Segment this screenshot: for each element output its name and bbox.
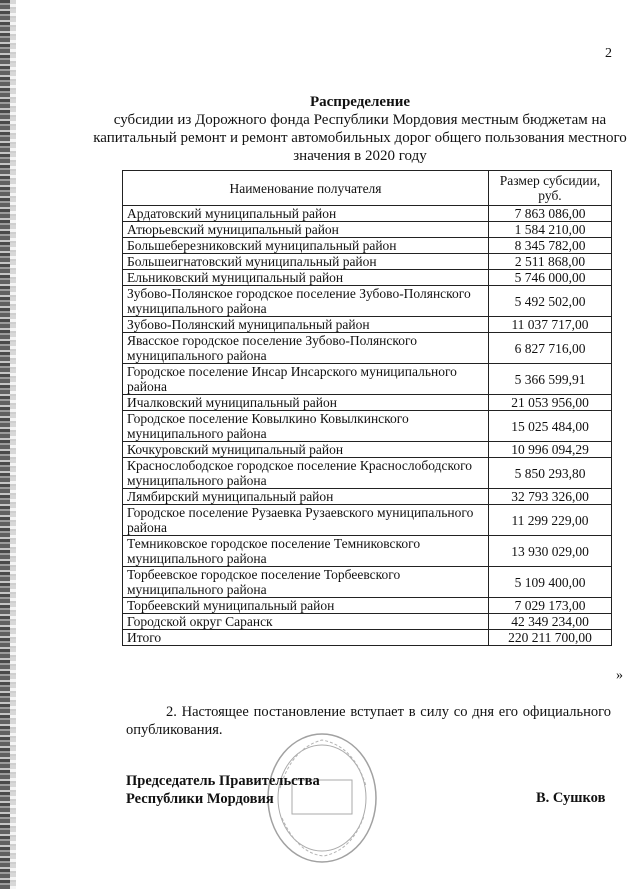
recipient-name: Городское поселение Ковылкино Ковылкинского муниципального района bbox=[123, 411, 489, 442]
recipient-name: Ельниковский муниципальный район bbox=[123, 270, 489, 286]
table-row bbox=[123, 614, 612, 630]
subsidy-amount: 13 930 029,00 bbox=[489, 536, 612, 567]
recipient-name: Торбеевский муниципальный район bbox=[123, 598, 489, 614]
effective-date-paragraph: 2. Настоящее постановление вступает в силу со дня его официального опубликования. bbox=[126, 704, 611, 738]
recipient-name: Краснослободское городское поселение Краснослободского муниципального района bbox=[123, 458, 489, 489]
subsidy-amount: 11 037 717,00 bbox=[489, 317, 612, 333]
scan-edge-shadow bbox=[10, 0, 16, 889]
recipient-name: Темниковское городское поселение Темниковского муниципального района bbox=[123, 536, 489, 567]
table-row bbox=[123, 442, 612, 458]
table-row bbox=[123, 505, 612, 536]
recipient-name: Городской округ Саранск bbox=[123, 614, 489, 630]
recipient-name: Лямбирский муниципальный район bbox=[123, 489, 489, 505]
recipient-name: Кочкуровский муниципальный район bbox=[123, 442, 489, 458]
subsidy-amount: 5 366 599,91 bbox=[489, 364, 612, 395]
table-row bbox=[123, 206, 612, 222]
table-row bbox=[123, 598, 612, 614]
subsidy-amount: 32 793 326,00 bbox=[489, 489, 612, 505]
subsidy-amount: 8 345 782,00 bbox=[489, 238, 612, 254]
recipient-name: Большеберезниковский муниципальный район bbox=[123, 238, 489, 254]
recipient-name: Ардатовский муниципальный район bbox=[123, 206, 489, 222]
subsidy-amount: 5 109 400,00 bbox=[489, 567, 612, 598]
table-row bbox=[123, 254, 612, 270]
table-row bbox=[123, 364, 612, 395]
subsidy-amount: 21 053 956,00 bbox=[489, 395, 612, 411]
subsidy-amount: 11 299 229,00 bbox=[489, 505, 612, 536]
recipient-name: Торбеевское городское поселение Торбеевского муниципального района bbox=[123, 567, 489, 598]
scan-edge bbox=[0, 0, 10, 889]
table-row bbox=[123, 238, 612, 254]
title-heading: Распределение bbox=[309, 94, 411, 110]
table-header-row bbox=[123, 171, 612, 206]
table-row bbox=[123, 333, 612, 364]
total-label: Итого bbox=[123, 630, 489, 646]
header-recipient: Наименование получателя bbox=[123, 171, 489, 206]
total-amount: 220 211 700,00 bbox=[489, 630, 612, 646]
table-total-row bbox=[123, 630, 612, 646]
signature-title bbox=[126, 772, 320, 808]
subsidy-amount: 7 029 173,00 bbox=[489, 598, 612, 614]
recipient-name: Явасское городское поселение Зубово-Полянского муниципального района bbox=[123, 333, 489, 364]
closing-quote: » bbox=[616, 668, 623, 683]
title-subtitle: субсидии из Дорожного фонда Республики Мордовия местным бюджетам на капитальный ремонт и ремонт автомобильных дорог общего пользования местного значения в 2020 году bbox=[93, 112, 627, 164]
subsidy-table bbox=[122, 170, 612, 646]
signature-title-line2: Республики Мордовия bbox=[126, 791, 274, 807]
page-number: 2 bbox=[605, 46, 612, 61]
table-row bbox=[123, 536, 612, 567]
recipient-name: Зубово-Полянское городское поселение Зубово-Полянского муниципального района bbox=[123, 286, 489, 317]
table-row bbox=[123, 286, 612, 317]
subsidy-amount: 7 863 086,00 bbox=[489, 206, 612, 222]
recipient-name: Большеигнатовский муниципальный район bbox=[123, 254, 489, 270]
signature-name: В. Сушков bbox=[536, 790, 606, 806]
table-row bbox=[123, 458, 612, 489]
subsidy-amount: 2 511 868,00 bbox=[489, 254, 612, 270]
table-row bbox=[123, 411, 612, 442]
header-amount: Размер субсидии, руб. bbox=[489, 171, 612, 206]
table-row bbox=[123, 222, 612, 238]
subsidy-amount: 5 492 502,00 bbox=[489, 286, 612, 317]
subsidy-amount: 10 996 094,29 bbox=[489, 442, 612, 458]
table-row bbox=[123, 270, 612, 286]
recipient-name: Городское поселение Рузаевка Рузаевского муниципального района bbox=[123, 505, 489, 536]
subsidy-amount: 42 349 234,00 bbox=[489, 614, 612, 630]
subsidy-amount: 5 850 293,80 bbox=[489, 458, 612, 489]
recipient-name: Атюрьевский муниципальный район bbox=[123, 222, 489, 238]
subsidy-amount: 1 584 210,00 bbox=[489, 222, 612, 238]
signature-title-line1: Председатель Правительства bbox=[126, 773, 320, 789]
table-row bbox=[123, 317, 612, 333]
recipient-name: Ичалковский муниципальный район bbox=[123, 395, 489, 411]
table-row bbox=[123, 395, 612, 411]
table-row bbox=[123, 489, 612, 505]
table-row bbox=[123, 567, 612, 598]
subsidy-amount: 15 025 484,00 bbox=[489, 411, 612, 442]
recipient-name: Городское поселение Инсар Инсарского муниципального района bbox=[123, 364, 489, 395]
subsidy-amount: 6 827 716,00 bbox=[489, 333, 612, 364]
document-title bbox=[90, 93, 630, 165]
recipient-name: Зубово-Полянский муниципальный район bbox=[123, 317, 489, 333]
subsidy-amount: 5 746 000,00 bbox=[489, 270, 612, 286]
